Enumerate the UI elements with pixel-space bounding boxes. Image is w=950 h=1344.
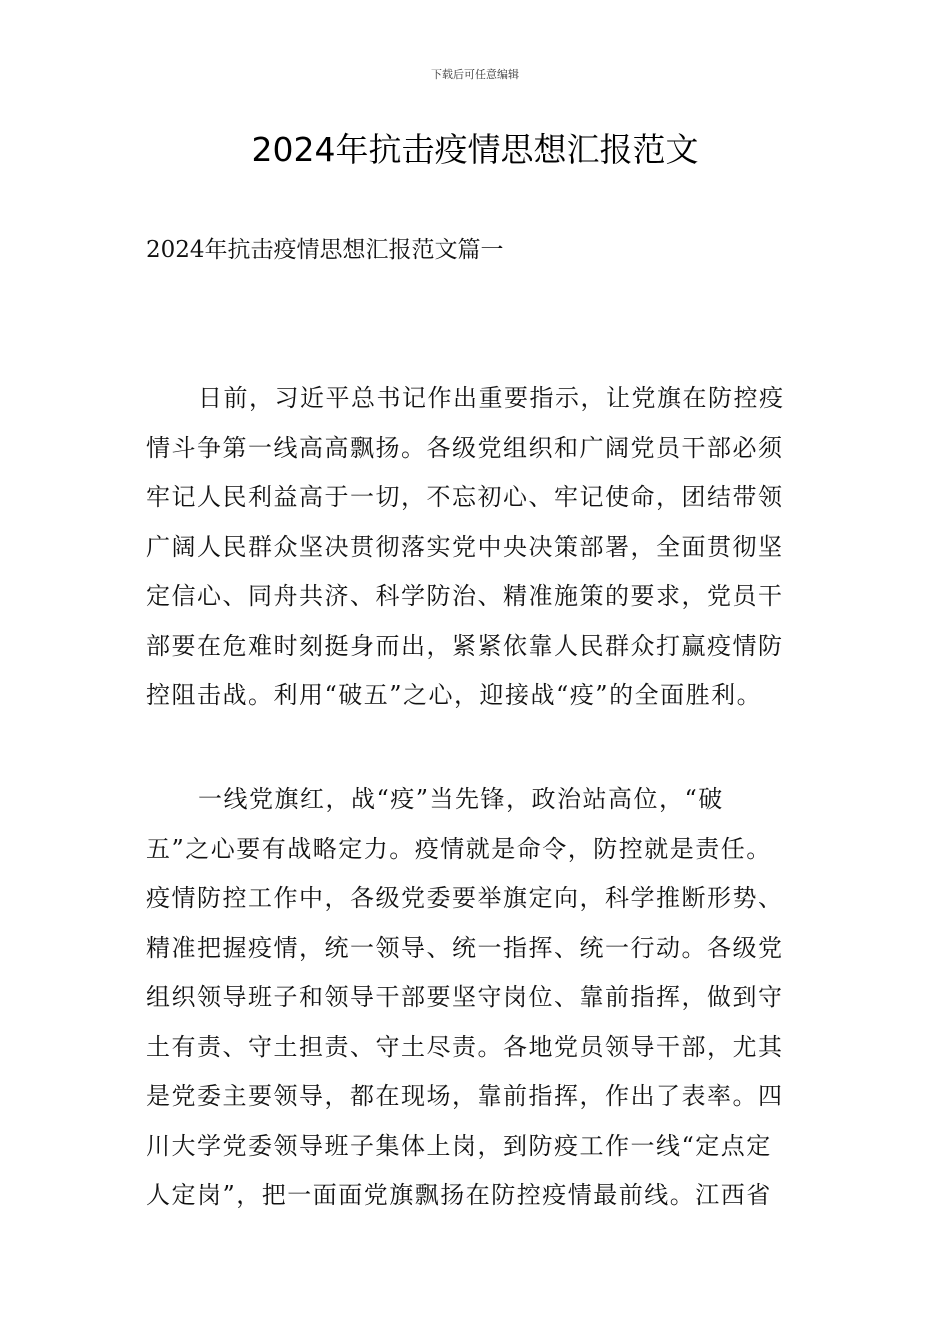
paragraph-line: 牢记人民利益高于一切，不忘初心、牢记使命，团结带领 <box>146 483 784 511</box>
header-note: 下载后可任意编辑 <box>431 68 519 81</box>
paragraph-line: 川大学党委领导班子集体上岗，到防疫工作一线“定点定 <box>146 1131 772 1160</box>
paragraph-line: 一线党旗红，战“疫”当先锋，政治站高位，“破 <box>198 785 724 813</box>
paragraph-line: 部要在危难时刻挺身而出，紧紧依靠人民群众打赢疫情防 <box>146 631 784 660</box>
paragraph-line: 定信心、同舟共济、科学防治、精准施策的要求，党员干 <box>146 582 784 610</box>
paragraph-line: 情斗争第一线高高飘扬。各级党组织和广阔党员干部必须 <box>146 433 784 462</box>
document-title: 2024年抗击疫情思想汇报范文 <box>251 130 699 169</box>
body-paragraph-2 <box>146 775 812 1221</box>
paragraph-line: 土有责、守土担责、守土尽责。各地党员领导干部，尤其 <box>146 1032 784 1061</box>
paragraph-line: 疫情防控工作中，各级党委要举旗定向，科学推断形势、 <box>146 884 784 912</box>
paragraph-line: 组织领导班子和领导干部要坚守岗位、靠前指挥，做到守 <box>146 983 784 1011</box>
paragraph-line: 精准把握疫情，统一领导、统一指挥、统一行动。各级党 <box>146 933 784 962</box>
paragraph-line: 控阻击战。利用“破五”之心，迎接战“疫”的全面胜利。 <box>146 681 763 709</box>
paragraph-line: 是党委主要领导，都在现场，靠前指挥，作出了表率。四 <box>146 1082 784 1110</box>
section-heading: 2024年抗击疫情思想汇报范文篇一 <box>146 237 504 263</box>
paragraph-line: 日前，习近平总书记作出重要指示，让党旗在防控疫 <box>198 384 785 412</box>
body-paragraph-1 <box>146 374 812 721</box>
paragraph-line: 人定岗”，把一面面党旗飘扬在防控疫情最前线。江西省 <box>146 1181 772 1209</box>
paragraph-line: 广阔人民群众坚决贯彻落实党中央决策部署，全面贯彻坚 <box>146 532 784 561</box>
paragraph-line: 五”之心要有战略定力。疫情就是命令，防控就是责任。 <box>146 834 772 863</box>
